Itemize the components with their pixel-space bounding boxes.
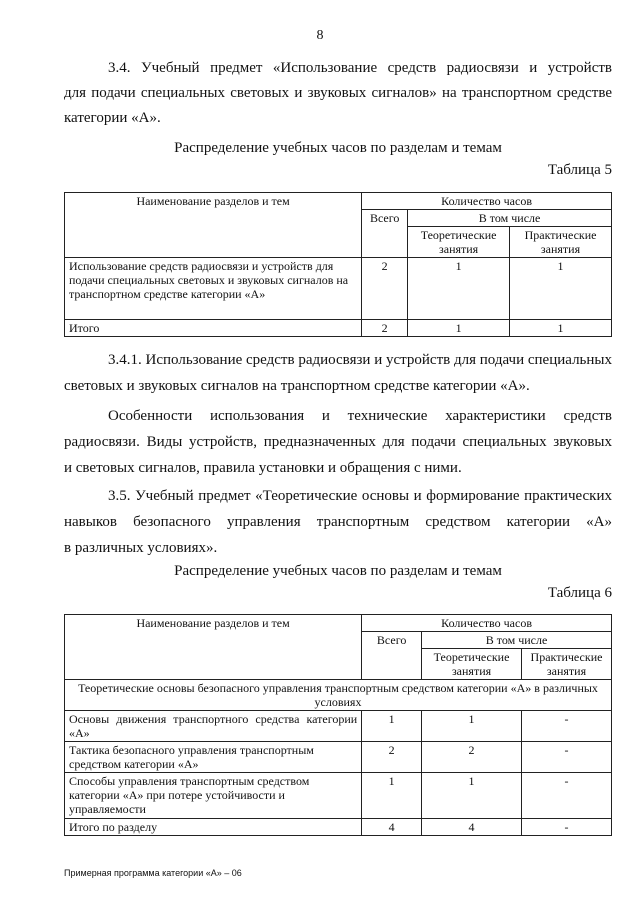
table-5-row-practice: 1 <box>510 258 612 320</box>
section-3-4-1-p2-line1: Особенности использования и технические характеристики средств <box>108 408 612 424</box>
table-6-row-3-practice: - <box>522 773 612 819</box>
table-6-sum-practice: - <box>522 819 612 836</box>
section-3-4-heading <box>64 58 612 128</box>
table-row <box>65 711 612 742</box>
section-3-4-1-p2-line3: и световых сигналов, правила установки и обращения с ними. <box>64 460 462 476</box>
table-5 <box>64 192 612 337</box>
table-6-header-name: Наименование разделов и тем <box>65 615 362 680</box>
section-3-4-1-p2-line2: радиосвязи. Виды устройств, предназначенных для подачи специальных звуковых <box>64 434 612 450</box>
table-6-row-2-total: 2 <box>362 742 422 773</box>
table-5-row-name: Использование средств радиосвязи и устройств для подачи специальных световых и звуковых сигналов на транспортном средстве категории «А» <box>65 258 362 320</box>
table-6-label: Таблица 6 <box>547 585 612 601</box>
section-3-4-1-line2: световых и звуковых сигналов на транспортном средстве категории «А». <box>64 378 530 394</box>
table-5-header-name: Наименование разделов и тем <box>65 193 362 258</box>
section-3-4-line1: 3.4. Учебный предмет «Использование средств радиосвязи и устройств <box>108 60 612 76</box>
table-6 <box>64 614 612 836</box>
table-6-row-3-theory: 1 <box>422 773 522 819</box>
table-6-row-3-name: Способы управления транспортным средством категории «А» при потере устойчивости и управляемости <box>65 773 362 819</box>
distribution-title-1: Распределение учебных часов по разделам и темам <box>174 140 502 156</box>
table-5-header-hours: Количество часов <box>362 193 612 210</box>
table-5-sum-total: 2 <box>362 320 408 337</box>
table-6-header-theory: Теоретические занятия <box>422 649 522 680</box>
table-5-sum-practice: 1 <box>510 320 612 337</box>
table-6-row-1-practice: - <box>522 711 612 742</box>
page-number: 8 <box>316 28 324 43</box>
section-3-4-1-line1: 3.4.1. Использование средств радиосвязи и устройств для подачи специальных <box>108 352 612 368</box>
table-6-row-2-theory: 2 <box>422 742 522 773</box>
table-6-sum-total: 4 <box>362 819 422 836</box>
table-5-label: Таблица 5 <box>547 162 612 178</box>
table-5-row-theory: 1 <box>408 258 510 320</box>
table-6-row-2-name: Тактика безопасного управления транспортным средством категории «А» <box>65 742 362 773</box>
table-5-sum-name: Итого <box>65 320 362 337</box>
page-footer: Примерная программа категории «А» – 06 <box>64 868 242 878</box>
section-3-4-1 <box>64 350 612 478</box>
table-row <box>65 773 612 819</box>
table-row <box>65 742 612 773</box>
table-5-header-practice: Практические занятия <box>510 227 612 258</box>
table-6-sum-name: Итого по разделу <box>65 819 362 836</box>
table-6-row-2-practice: - <box>522 742 612 773</box>
section-3-5-line2: навыков безопасного управления транспортным средством категории «А» <box>64 514 612 530</box>
distribution-title-2: Распределение учебных часов по разделам и темам <box>174 563 502 579</box>
table-6-row-1-name: Основы движения транспортного средства категории «А» <box>65 711 362 742</box>
table-5-row-total: 2 <box>362 258 408 320</box>
table-6-header-including: В том числе <box>422 632 612 649</box>
table-6-header-practice: Практические занятия <box>522 649 612 680</box>
table-6-sum-theory: 4 <box>422 819 522 836</box>
section-3-5-line3: в различных условиях». <box>64 540 218 556</box>
section-3-4-line2: для подачи специальных световых и звуковых сигналов» на транспортном средстве <box>64 85 612 101</box>
section-3-5-line1: 3.5. Учебный предмет «Теоретические основы и формирование практических <box>108 488 612 504</box>
table-5-header-theory: Теоретические занятия <box>408 227 510 258</box>
table-6-header-hours: Количество часов <box>362 615 612 632</box>
table-5-header-including: В том числе <box>408 210 612 227</box>
table-6-row-3-total: 1 <box>362 773 422 819</box>
table-6-row-1-total: 1 <box>362 711 422 742</box>
table-row <box>65 819 612 836</box>
section-3-4-line3: категории «А». <box>64 110 161 126</box>
table-5-header-total: Всего <box>362 210 408 258</box>
section-3-5 <box>64 486 612 558</box>
table-row <box>65 258 612 320</box>
table-6-section-title: Теоретические основы безопасного управления транспортным средством категории «А» в различных условиях <box>65 680 612 711</box>
table-6-header-total: Всего <box>362 632 422 680</box>
table-row <box>65 320 612 337</box>
table-6-row-1-theory: 1 <box>422 711 522 742</box>
table-section-row <box>65 680 612 711</box>
table-5-sum-theory: 1 <box>408 320 510 337</box>
